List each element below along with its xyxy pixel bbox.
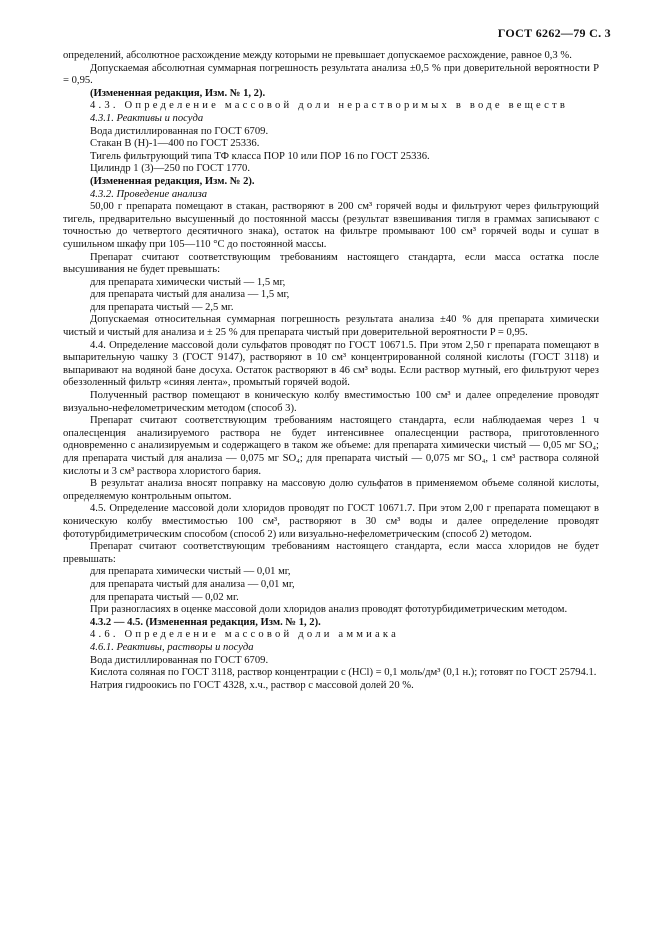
paragraph: 4.6. Определение массовой доли аммиака: [90, 629, 399, 641]
paragraph: 4.3. Определение массовой доли нерастворимых в воде веществ: [90, 100, 569, 112]
paragraph: Кислота соляная по ГОСТ 3118, раствор концентрации с (HCl) = 0,1 моль/дм³ (0,1 н.); готовят по ГОСТ 25794.1.: [90, 667, 597, 679]
paragraph: для препарата чистый для анализа — 0,01 мг,: [90, 578, 295, 590]
paragraph: 4.3.1. Реактивы и посуда: [90, 112, 204, 124]
paragraph: Тигель фильтрующий типа ТФ класса ПОР 10 или ПОР 16 по ГОСТ 25336.: [90, 150, 430, 162]
paragraph: для препарата чистый — 0,02 мг.: [90, 591, 239, 603]
document-body: [63, 50, 599, 692]
paragraph: 4.5. Определение массовой доли хлоридов проводят по ГОСТ 10671.7. При этом 2,00 г препарата помещают в коническую колбу вместимостью 100 см³, растворяют в 30 см³ воды и далее определение проводят фототурбидиметрическим способом (способ 2) или визуально-нефелометрическим (способ 2) методом.: [63, 503, 599, 540]
paragraph: определений, абсолютное расхождение между которыми не превышает допускаемое расхождение, равное 0,3 %.: [63, 50, 572, 61]
paragraph: 4.6.1. Реактивы, растворы и посуда: [90, 641, 254, 653]
paragraph: Цилиндр 1 (3)—250 по ГОСТ 1770.: [90, 163, 250, 175]
page-header: ГОСТ 6262—79 С. 3: [497, 26, 611, 40]
paragraph: Стакан В (Н)-1—400 по ГОСТ 25336.: [90, 138, 260, 150]
paragraph: (Измененная редакция, Изм. № 1, 2).: [90, 87, 266, 99]
paragraph: Вода дистиллированная по ГОСТ 6709.: [90, 125, 269, 137]
paragraph: Допускаемая относительная суммарная погрешность результата анализа ±40 % для препарата химически чистый и чистый для анализа и ± 25 % для препарата чистый при доверительной вероятности P = 0,95.: [63, 314, 599, 339]
paragraph: для препарата чистый для анализа — 1,5 мг,: [90, 289, 290, 301]
paragraph: Полученный раствор помещают в коническую колбу вместимостью 100 см³ и далее определение проводят визуально-нефелометрическим методом (способ 3).: [63, 390, 599, 414]
paragraph: Допускаемая абсолютная суммарная погрешность результата анализа ±0,5 % при доверительной вероятности P = 0,95.: [63, 62, 599, 87]
paragraph: для препарата химически чистый — 0,01 мг,: [90, 566, 291, 578]
paragraph: 4.3.2 — 4.5. (Измененная редакция, Изм. № 1, 2).: [90, 616, 321, 628]
paragraph: Вода дистиллированная по ГОСТ 6709.: [90, 654, 269, 666]
paragraph: 50,00 г препарата помещают в стакан, растворяют в 200 см³ горячей воды и фильтруют через фильтрующий тигель, предварительно высушенный до постоянной массы (результат взвешивания тигля в граммах записывают с точностью до четвертого десятичного знака), остаток на фильтре промывают 100 см³ горячей воды и сушат в сушильном шкафу при 105—110 °С до постоянной массы.: [63, 201, 599, 250]
paragraph: Препарат считают соответствующим требованиям настоящего стандарта, если наблюдаемая через 1 ч опалесценция анализируемого раствора не будет интенсивнее опалесценции раствора, приготовленного одновременно с анализируемым и содержащего в таком же объеме: для препарата химически чистый — 0,05 мг SO₄; для препарата чистый для анализа — 0,075 мг SO₄; для препарата чистый — 0,075 мг SO₄, 1 см³ раствора соляной кислоты и 3 см³ раствора хлористого бария.: [63, 415, 599, 477]
paragraph: 4.4. Определение массовой доли сульфатов проводят по ГОСТ 10671.5. При этом 2,50 г препарата помещают в выпарительную чашку 3 (ГОСТ 9147), растворяют в 10 см³ концентрированной соляной кислоты (ГОСТ 3118) и выпаривают на водяной бане досуха. Остаток растворяют в 46 см³ воды. Если раствор мутный, его фильтруют через обеззоленный фильтр «синяя лента», промытый горячей водой.: [63, 339, 599, 389]
paragraph: Препарат считают соответствующим требованиям настоящего стандарта, если масса остатка после высушивания не будет превышать:: [63, 251, 599, 276]
paragraph: При разногласиях в оценке массовой доли хлоридов анализ проводят фототурбидиметрическим методом.: [90, 604, 568, 616]
paragraph: для препарата чистый — 2,5 мг.: [90, 301, 234, 313]
paragraph: для препарата химически чистый — 1,5 мг,: [90, 276, 286, 288]
paragraph: Препарат считают соответствующим требованиям настоящего стандарта, если масса хлоридов не будет превышать:: [63, 541, 599, 565]
paragraph: 4.3.2. Проведение анализа: [90, 188, 208, 200]
paragraph: В результат анализа вносят поправку на массовую долю сульфатов в применяемом объеме соляной кислоты, определяемую контрольным опытом.: [63, 478, 599, 502]
paragraph: (Измененная редакция, Изм. № 2).: [90, 175, 255, 187]
paragraph: Натрия гидроокись по ГОСТ 4328, х.ч., раствор с массовой долей 20 %.: [90, 679, 414, 691]
